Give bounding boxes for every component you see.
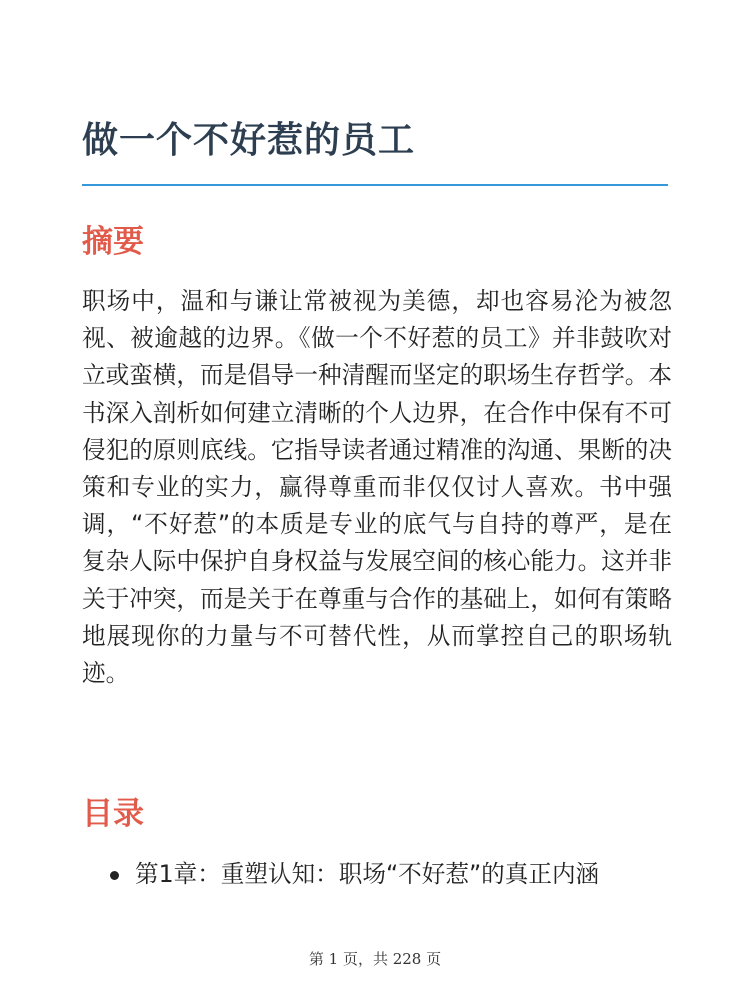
title-divider (82, 184, 668, 186)
toc-item-chapter-1[interactable] (82, 856, 672, 893)
summary-paragraph: 职场中，温和与谦让常被视为美德，却也容易沦为被忽视、被逾越的边界。《做一个不好惹的员工》并非鼓吹对立或蛮横，而是倡导一种清醒而坚定的职场生存哲学。本书深入剖析如何建立清晰的个人边界，在合作中保有不可侵犯的原则底线。它指导读者通过精准的沟通、果断的决策和专业的实力，赢得尊重而非仅仅讨人喜欢。书中强调，“不好惹”的本质是专业的底气与自持的尊严，是在复杂人际中保护自身权益与发展空间的核心能力。这并非关于冲突，而是关于在尊重与合作的基础上，如何有策略地展现你的力量与不可替代性，从而掌控自己的职场轨迹。 (82, 287, 672, 688)
page-footer: 第 1 页，共 228 页 (308, 950, 442, 968)
summary-heading: 摘要 (82, 224, 144, 260)
toc-item-label: 第1章：重塑认知：职场“不好惹”的真正内涵 (135, 860, 600, 888)
document-title: 做一个不好惹的员工 (82, 120, 416, 161)
toc-heading: 目录 (82, 796, 144, 832)
bullet-icon (110, 871, 119, 880)
toc-list (82, 856, 672, 893)
